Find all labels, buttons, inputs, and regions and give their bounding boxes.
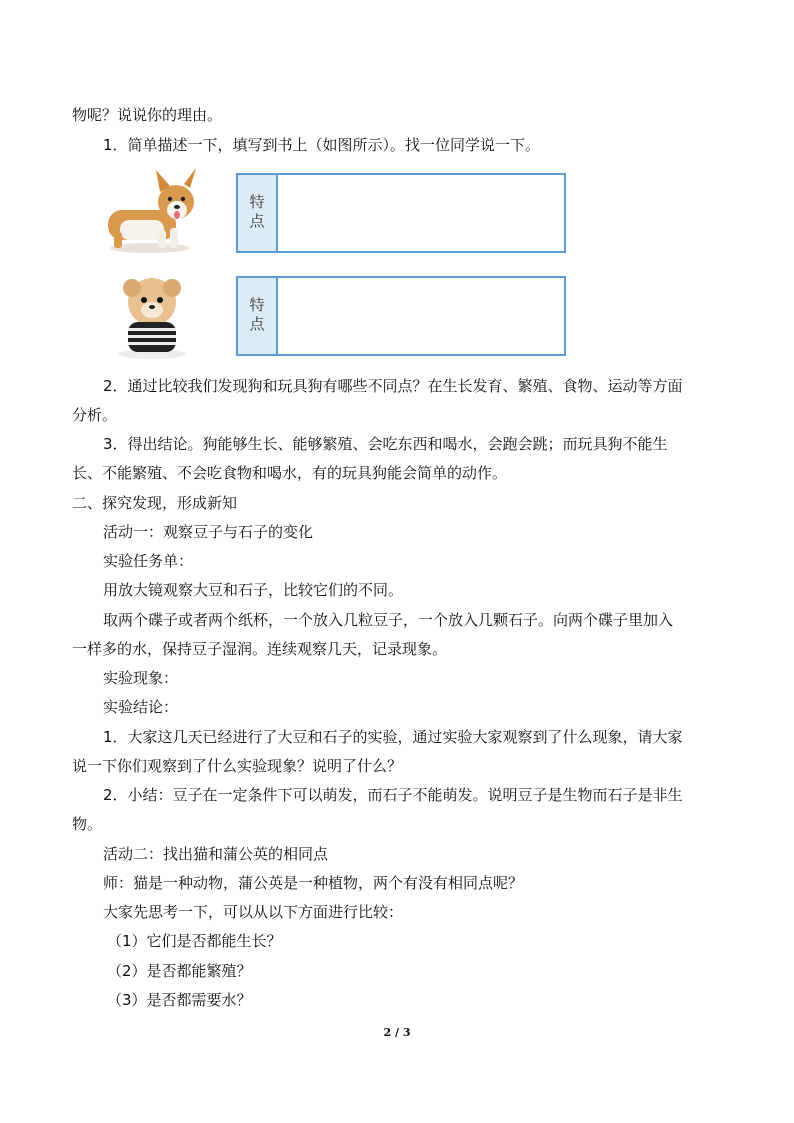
text-line: 1．大家这几天已经进行了大豆和石子的实验，通过实验大家观察到了什么现象，请大家: [103, 728, 683, 746]
text-line: 3．得出结论。狗能够生长、能够繁殖、会吃东西和喝水，会跑会跳；而玩具狗不能生: [103, 435, 668, 453]
toy-dog-image: [108, 272, 196, 360]
text-line: 长、不能繁殖、不会吃食物和喝水，有的玩具狗能会简单的动作。: [72, 464, 508, 482]
page-number: 2 / 3: [383, 1026, 411, 1039]
feature-label: 特点: [238, 278, 278, 354]
section-heading: 二、探究发现，形成新知: [72, 494, 238, 512]
toy-dog-icon: [108, 272, 196, 360]
corgi-dog-icon: [100, 168, 208, 256]
activity-heading: 活动一：观察豆子与石子的变化: [103, 523, 314, 541]
text-line: 实验现象：: [103, 669, 179, 687]
feature-box-toy-dog: [236, 276, 566, 356]
text-line: 2．通过比较我们发现狗和玩具狗有哪些不同点？在生长发育、繁殖、食物、运动等方面: [103, 377, 683, 395]
text-line: 取两个碟子或者两个纸杯，一个放入几粒豆子，一个放入几颗石子。向两个碟子里加入: [103, 611, 674, 629]
text-line: 实验任务单：: [103, 552, 194, 570]
text-line: 大家先思考一下，可以从以下方面进行比较：: [103, 903, 404, 921]
text-line: 1．简单描述一下，填写到书上（如图所示）。找一位同学说一下。: [103, 136, 541, 154]
text-line: 用放大镜观察大豆和石子，比较它们的不同。: [103, 581, 404, 599]
feature-box-dog: [236, 173, 566, 253]
text-line: 师：猫是一种动物，蒲公英是一种植物，两个有没有相同点呢？: [103, 874, 524, 892]
text-line: 物呢？说说你的理由。: [72, 106, 223, 124]
list-item: （3）是否都需要水？: [107, 991, 252, 1009]
text-line: 实验结论：: [103, 698, 179, 716]
text-line: 一样多的水，保持豆子湿润。连续观察几天，记录现象。: [72, 640, 448, 658]
text-line: 物。: [72, 815, 103, 833]
feature-label: 特点: [238, 175, 278, 251]
list-item: （2）是否都能繁殖？: [107, 962, 252, 980]
list-item: （1）它们是否都能生长？: [107, 932, 282, 950]
corgi-dog-image: [100, 168, 208, 256]
text-line: 说一下你们观察到了什么实验现象？说明了什么？: [72, 757, 403, 775]
text-line: 分析。: [72, 406, 118, 424]
activity-heading: 活动二：找出猫和蒲公英的相同点: [103, 845, 329, 863]
text-line: 2．小结：豆子在一定条件下可以萌发，而石子不能萌发。说明豆子是生物而石子是非生: [103, 786, 683, 804]
